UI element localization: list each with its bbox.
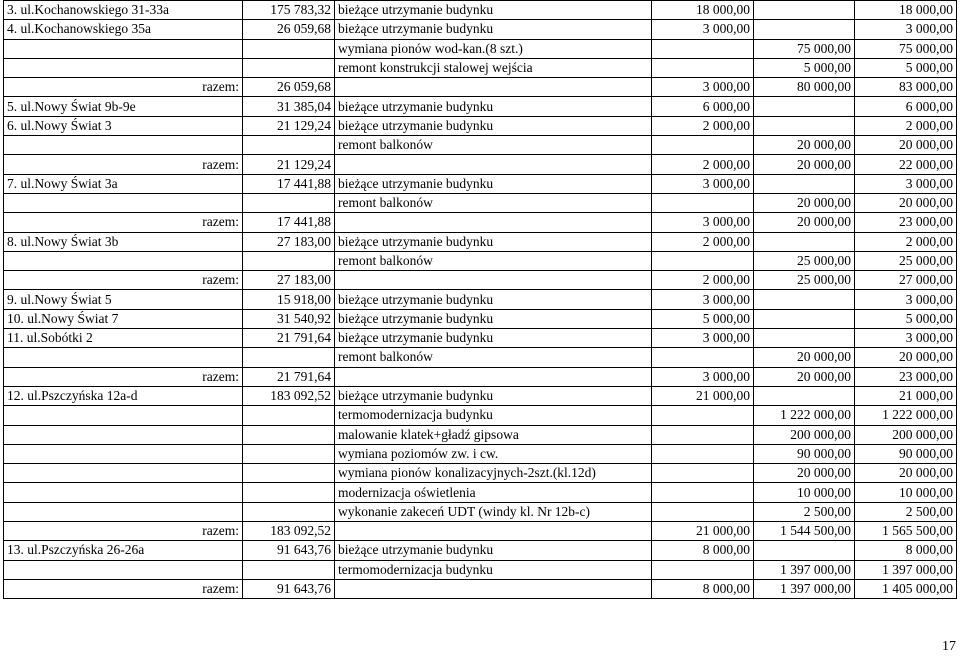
total-value-cell: 6 000,00: [855, 97, 957, 116]
col2-value-cell: 80 000,00: [754, 78, 855, 97]
col2-value-cell: 200 000,00: [754, 425, 855, 444]
table-row: [4, 348, 957, 367]
total-value-cell: 200 000,00: [855, 425, 957, 444]
col2-value-cell: [754, 329, 855, 348]
col2-value-cell: [754, 309, 855, 328]
building-name-cell: 13. ul.Pszczyńska 26-26a: [4, 541, 243, 560]
description-cell: [335, 213, 652, 232]
amount-cell: [243, 193, 335, 212]
building-name-cell: razem:: [4, 155, 243, 174]
total-value-cell: 5 000,00: [855, 58, 957, 77]
table-row: [4, 541, 957, 560]
description-cell: [335, 579, 652, 598]
col2-value-cell: 1 222 000,00: [754, 406, 855, 425]
col2-value-cell: [754, 290, 855, 309]
table-row: [4, 174, 957, 193]
description-cell: [335, 78, 652, 97]
description-cell: wymiana pionów wod-kan.(8 szt.): [335, 39, 652, 58]
total-value-cell: 75 000,00: [855, 39, 957, 58]
col2-value-cell: [754, 116, 855, 135]
building-name-cell: 3. ul.Kochanowskiego 31-33a: [4, 1, 243, 20]
amount-cell: 183 092,52: [243, 386, 335, 405]
amount-cell: 17 441,88: [243, 213, 335, 232]
table-row: [4, 97, 957, 116]
total-value-cell: 18 000,00: [855, 1, 957, 20]
description-cell: bieżące utrzymanie budynku: [335, 97, 652, 116]
total-value-cell: 2 000,00: [855, 232, 957, 251]
table-row: [4, 20, 957, 39]
building-name-cell: [4, 39, 243, 58]
total-value-cell: 2 500,00: [855, 502, 957, 521]
total-value-cell: 90 000,00: [855, 444, 957, 463]
table-row: [4, 425, 957, 444]
col1-value-cell: 2 000,00: [652, 271, 754, 290]
amount-cell: 21 791,64: [243, 329, 335, 348]
col1-value-cell: 21 000,00: [652, 386, 754, 405]
amount-cell: [243, 483, 335, 502]
building-name-cell: razem:: [4, 78, 243, 97]
page-number: 17: [942, 639, 956, 654]
total-value-cell: 23 000,00: [855, 213, 957, 232]
description-cell: wymiana pionów konalizacyjnych-2szt.(kl.12d): [335, 464, 652, 483]
col2-value-cell: 20 000,00: [754, 213, 855, 232]
table-row: [4, 1, 957, 20]
amount-cell: 183 092,52: [243, 522, 335, 541]
building-name-cell: 12. ul.Pszczyńska 12a-d: [4, 386, 243, 405]
amount-cell: [243, 58, 335, 77]
building-name-cell: [4, 251, 243, 270]
amount-cell: [243, 348, 335, 367]
building-name-cell: [4, 444, 243, 463]
budget-table-body: [4, 1, 957, 599]
col1-value-cell: 18 000,00: [652, 1, 754, 20]
total-value-cell: 1 397 000,00: [855, 560, 957, 579]
col2-value-cell: 1 397 000,00: [754, 560, 855, 579]
col2-value-cell: [754, 541, 855, 560]
amount-cell: [243, 425, 335, 444]
building-name-cell: [4, 193, 243, 212]
subtotal-row: [4, 155, 957, 174]
col1-value-cell: [652, 483, 754, 502]
col1-value-cell: 8 000,00: [652, 541, 754, 560]
description-cell: termomodernizacja budynku: [335, 560, 652, 579]
subtotal-row: [4, 522, 957, 541]
amount-cell: [243, 251, 335, 270]
table-row: [4, 386, 957, 405]
col1-value-cell: [652, 251, 754, 270]
budget-table: [3, 0, 957, 599]
table-row: [4, 290, 957, 309]
col1-value-cell: 21 000,00: [652, 522, 754, 541]
description-cell: bieżące utrzymanie budynku: [335, 386, 652, 405]
description-cell: wykonanie zakeceń UDT (windy kl. Nr 12b-c): [335, 502, 652, 521]
amount-cell: [243, 464, 335, 483]
col2-value-cell: 1 397 000,00: [754, 579, 855, 598]
total-value-cell: 5 000,00: [855, 309, 957, 328]
amount-cell: 21 791,64: [243, 367, 335, 386]
building-name-cell: [4, 483, 243, 502]
col1-value-cell: [652, 560, 754, 579]
table-row: [4, 444, 957, 463]
col2-value-cell: 20 000,00: [754, 367, 855, 386]
col1-value-cell: [652, 406, 754, 425]
building-name-cell: 9. ul.Nowy Świat 5: [4, 290, 243, 309]
col1-value-cell: [652, 39, 754, 58]
col1-value-cell: [652, 193, 754, 212]
col1-value-cell: [652, 348, 754, 367]
col2-value-cell: [754, 174, 855, 193]
subtotal-row: [4, 579, 957, 598]
amount-cell: 27 183,00: [243, 232, 335, 251]
subtotal-row: [4, 213, 957, 232]
description-cell: bieżące utrzymanie budynku: [335, 116, 652, 135]
total-value-cell: 23 000,00: [855, 367, 957, 386]
total-value-cell: 25 000,00: [855, 251, 957, 270]
col1-value-cell: 2 000,00: [652, 232, 754, 251]
total-value-cell: 22 000,00: [855, 155, 957, 174]
col2-value-cell: 90 000,00: [754, 444, 855, 463]
total-value-cell: 20 000,00: [855, 464, 957, 483]
table-row: [4, 58, 957, 77]
amount-cell: 91 643,76: [243, 541, 335, 560]
building-name-cell: [4, 502, 243, 521]
col2-value-cell: 20 000,00: [754, 464, 855, 483]
building-name-cell: [4, 58, 243, 77]
description-cell: remont balkonów: [335, 136, 652, 155]
description-cell: bieżące utrzymanie budynku: [335, 290, 652, 309]
table-row: [4, 136, 957, 155]
building-name-cell: [4, 560, 243, 579]
amount-cell: 21 129,24: [243, 116, 335, 135]
table-row: [4, 116, 957, 135]
col1-value-cell: [652, 444, 754, 463]
description-cell: bieżące utrzymanie budynku: [335, 309, 652, 328]
col1-value-cell: 3 000,00: [652, 367, 754, 386]
description-cell: [335, 522, 652, 541]
col2-value-cell: 25 000,00: [754, 251, 855, 270]
total-value-cell: 27 000,00: [855, 271, 957, 290]
total-value-cell: 1 222 000,00: [855, 406, 957, 425]
table-row: [4, 39, 957, 58]
description-cell: bieżące utrzymanie budynku: [335, 1, 652, 20]
building-name-cell: 10. ul.Nowy Świat 7: [4, 309, 243, 328]
total-value-cell: 20 000,00: [855, 136, 957, 155]
total-value-cell: 10 000,00: [855, 483, 957, 502]
table-row: [4, 406, 957, 425]
total-value-cell: 20 000,00: [855, 193, 957, 212]
col2-value-cell: 20 000,00: [754, 155, 855, 174]
col2-value-cell: 25 000,00: [754, 271, 855, 290]
col1-value-cell: [652, 58, 754, 77]
col1-value-cell: 6 000,00: [652, 97, 754, 116]
description-cell: remont konstrukcji stalowej wejścia: [335, 58, 652, 77]
col2-value-cell: [754, 20, 855, 39]
building-name-cell: razem:: [4, 579, 243, 598]
col2-value-cell: 2 500,00: [754, 502, 855, 521]
table-row: [4, 560, 957, 579]
amount-cell: 21 129,24: [243, 155, 335, 174]
amount-cell: 175 783,32: [243, 1, 335, 20]
col1-value-cell: 3 000,00: [652, 78, 754, 97]
col1-value-cell: 2 000,00: [652, 116, 754, 135]
building-name-cell: [4, 464, 243, 483]
table-row: [4, 464, 957, 483]
building-name-cell: 5. ul.Nowy Świat 9b-9e: [4, 97, 243, 116]
total-value-cell: 3 000,00: [855, 20, 957, 39]
col2-value-cell: [754, 232, 855, 251]
building-name-cell: 11. ul.Sobótki 2: [4, 329, 243, 348]
description-cell: remont balkonów: [335, 348, 652, 367]
description-cell: bieżące utrzymanie budynku: [335, 329, 652, 348]
subtotal-row: [4, 367, 957, 386]
col2-value-cell: [754, 97, 855, 116]
description-cell: wymiana poziomów zw. i cw.: [335, 444, 652, 463]
col1-value-cell: [652, 464, 754, 483]
col2-value-cell: 75 000,00: [754, 39, 855, 58]
building-name-cell: razem:: [4, 367, 243, 386]
building-name-cell: 6. ul.Nowy Świat 3: [4, 116, 243, 135]
col2-value-cell: 10 000,00: [754, 483, 855, 502]
amount-cell: 91 643,76: [243, 579, 335, 598]
table-row: [4, 502, 957, 521]
col2-value-cell: 1 544 500,00: [754, 522, 855, 541]
col1-value-cell: 5 000,00: [652, 309, 754, 328]
description-cell: malowanie klatek+gładź gipsowa: [335, 425, 652, 444]
table-row: [4, 232, 957, 251]
description-cell: [335, 155, 652, 174]
total-value-cell: 3 000,00: [855, 174, 957, 193]
subtotal-row: [4, 271, 957, 290]
subtotal-row: [4, 78, 957, 97]
table-row: [4, 309, 957, 328]
col1-value-cell: 3 000,00: [652, 20, 754, 39]
col1-value-cell: 3 000,00: [652, 329, 754, 348]
col1-value-cell: [652, 136, 754, 155]
table-row: [4, 329, 957, 348]
amount-cell: 17 441,88: [243, 174, 335, 193]
description-cell: remont balkonów: [335, 193, 652, 212]
description-cell: termomodernizacja budynku: [335, 406, 652, 425]
building-name-cell: razem:: [4, 522, 243, 541]
total-value-cell: 3 000,00: [855, 329, 957, 348]
description-cell: bieżące utrzymanie budynku: [335, 232, 652, 251]
amount-cell: [243, 136, 335, 155]
col1-value-cell: 3 000,00: [652, 290, 754, 309]
total-value-cell: 3 000,00: [855, 290, 957, 309]
building-name-cell: 4. ul.Kochanowskiego 35a: [4, 20, 243, 39]
col2-value-cell: [754, 386, 855, 405]
building-name-cell: razem:: [4, 213, 243, 232]
amount-cell: 27 183,00: [243, 271, 335, 290]
col2-value-cell: [754, 1, 855, 20]
building-name-cell: 7. ul.Nowy Świat 3a: [4, 174, 243, 193]
description-cell: [335, 271, 652, 290]
building-name-cell: [4, 136, 243, 155]
col1-value-cell: 8 000,00: [652, 579, 754, 598]
amount-cell: [243, 39, 335, 58]
description-cell: bieżące utrzymanie budynku: [335, 541, 652, 560]
building-name-cell: [4, 406, 243, 425]
amount-cell: 15 918,00: [243, 290, 335, 309]
table-row: [4, 251, 957, 270]
amount-cell: 31 540,92: [243, 309, 335, 328]
description-cell: remont balkonów: [335, 251, 652, 270]
amount-cell: [243, 406, 335, 425]
building-name-cell: razem:: [4, 271, 243, 290]
building-name-cell: [4, 425, 243, 444]
amount-cell: [243, 560, 335, 579]
total-value-cell: 2 000,00: [855, 116, 957, 135]
table-row: [4, 193, 957, 212]
col2-value-cell: 20 000,00: [754, 136, 855, 155]
description-cell: bieżące utrzymanie budynku: [335, 20, 652, 39]
description-cell: bieżące utrzymanie budynku: [335, 174, 652, 193]
col1-value-cell: 3 000,00: [652, 174, 754, 193]
col2-value-cell: 20 000,00: [754, 193, 855, 212]
total-value-cell: 83 000,00: [855, 78, 957, 97]
total-value-cell: 1 565 500,00: [855, 522, 957, 541]
col2-value-cell: 20 000,00: [754, 348, 855, 367]
amount-cell: [243, 502, 335, 521]
total-value-cell: 1 405 000,00: [855, 579, 957, 598]
description-cell: modernizacja oświetlenia: [335, 483, 652, 502]
col1-value-cell: [652, 425, 754, 444]
amount-cell: 26 059,68: [243, 20, 335, 39]
table-row: [4, 483, 957, 502]
amount-cell: 31 385,04: [243, 97, 335, 116]
building-name-cell: 8. ul.Nowy Świat 3b: [4, 232, 243, 251]
description-cell: [335, 367, 652, 386]
col1-value-cell: 3 000,00: [652, 213, 754, 232]
col1-value-cell: 2 000,00: [652, 155, 754, 174]
total-value-cell: 21 000,00: [855, 386, 957, 405]
total-value-cell: 20 000,00: [855, 348, 957, 367]
building-name-cell: [4, 348, 243, 367]
amount-cell: [243, 444, 335, 463]
col1-value-cell: [652, 502, 754, 521]
total-value-cell: 8 000,00: [855, 541, 957, 560]
col2-value-cell: 5 000,00: [754, 58, 855, 77]
amount-cell: 26 059,68: [243, 78, 335, 97]
